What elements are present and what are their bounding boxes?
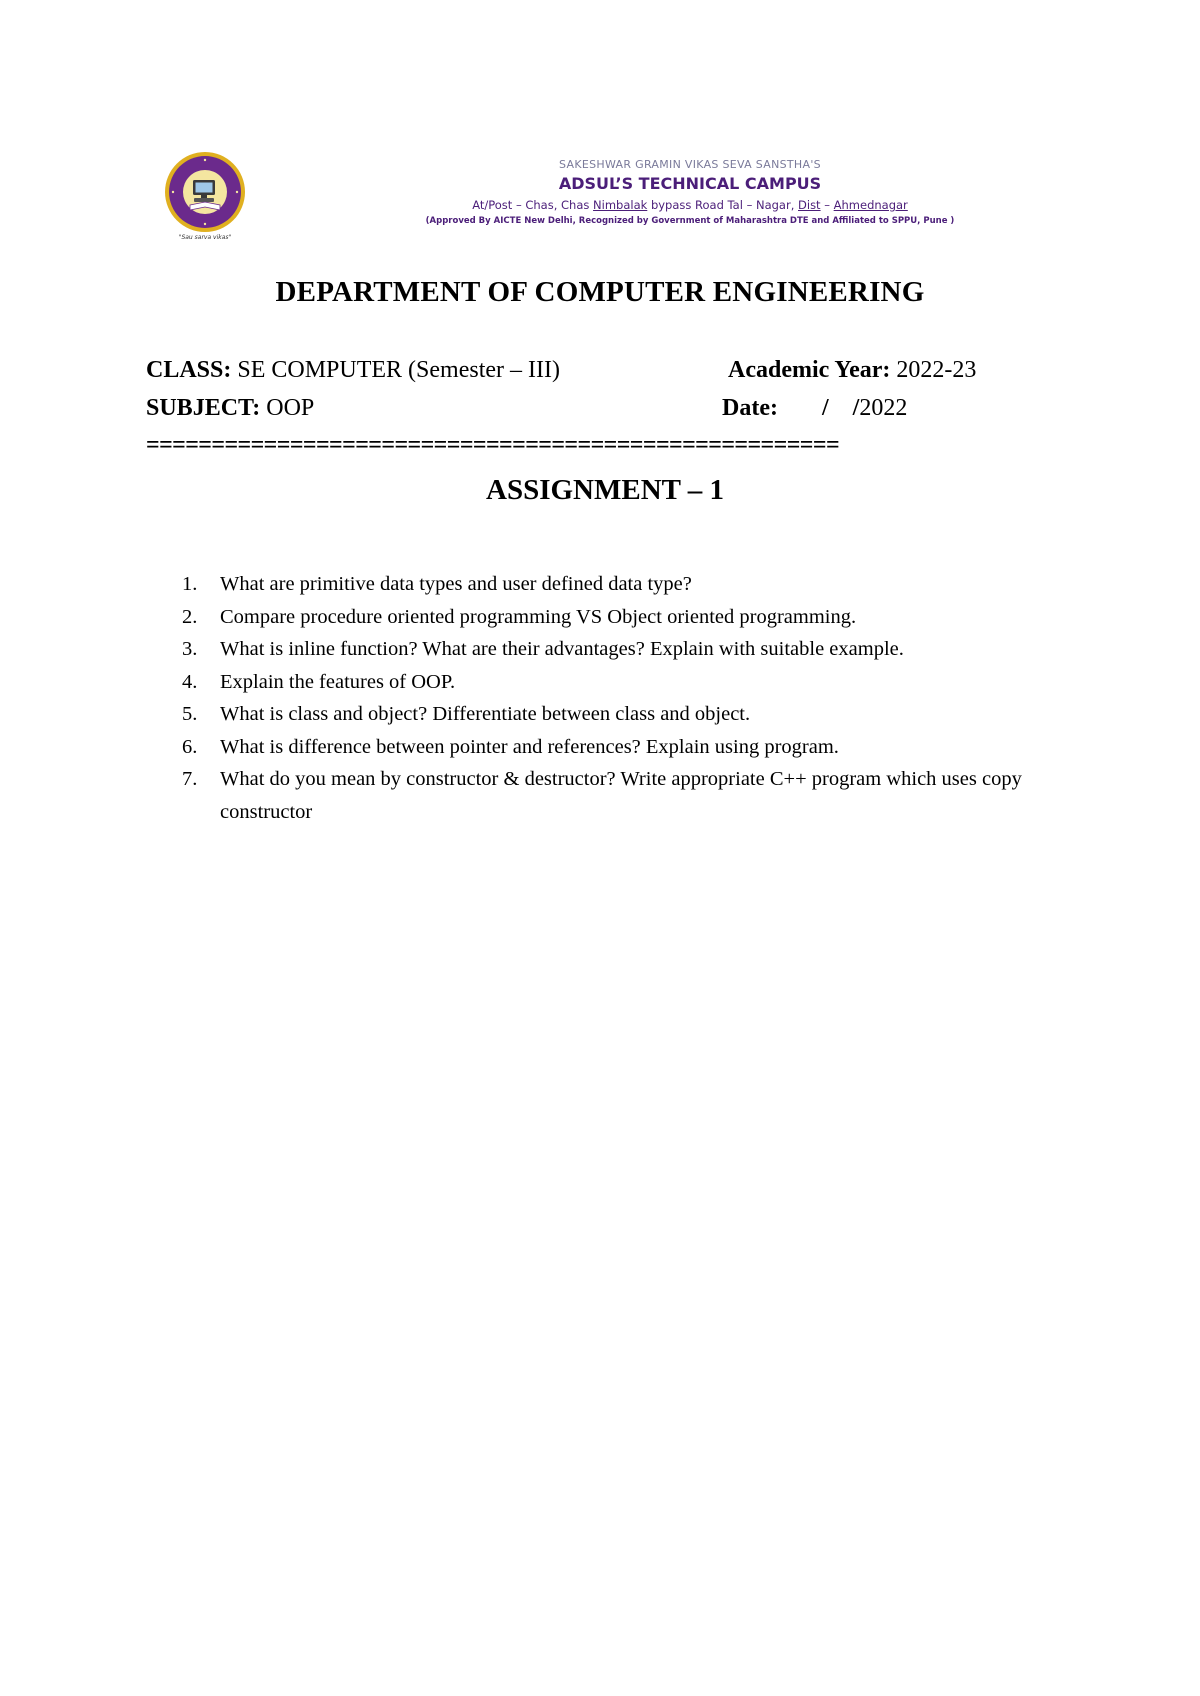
list-item (182, 666, 1062, 699)
question-text: Explain the features of OOP. (220, 670, 456, 693)
assignment-title: ASSIGNMENT – 1 (486, 474, 724, 506)
list-item (182, 568, 1062, 601)
question-number: 2. (182, 605, 198, 628)
question-text: What are primitive data types and user defined data type? (220, 573, 692, 595)
date-label: Date: (722, 395, 778, 421)
logo-motto: "Sau sarva vikas" (178, 234, 232, 241)
date-field (722, 393, 907, 423)
question-number: 4. (182, 670, 198, 693)
list-item (182, 601, 1062, 634)
question-number: 3. (182, 638, 198, 660)
question-text: What is inline function? What are their advantages? Explain with suitable example. (220, 638, 904, 660)
subject-field (146, 393, 314, 423)
academic-year-value: 2022-23 (890, 357, 977, 383)
campus-name: ADSUL’S TECHNICAL CAMPUS (558, 174, 822, 193)
question-text: What is class and object? Differentiate between class and object. (220, 703, 751, 725)
class-field (146, 355, 560, 385)
question-text: What is difference between pointer and references? Explain using program. (220, 735, 839, 758)
institute-logo (160, 150, 250, 246)
question-number: 7. (182, 768, 198, 790)
academic-year-label: Academic Year: (728, 357, 891, 383)
institute-seal-icon (160, 150, 250, 234)
question-number: 1. (182, 573, 198, 595)
address-part: At/Post – Chas, Chas (472, 198, 594, 212)
address-part: – (820, 198, 834, 212)
list-item (182, 763, 1062, 828)
date-year: 2022 (859, 395, 908, 421)
list-item (182, 698, 1062, 731)
list-item (182, 731, 1062, 764)
address-part: Ahmednagar (833, 198, 908, 212)
question-text: What do you mean by constructor & destructor? Write appropriate C++ program which uses copy constructor (220, 768, 1022, 823)
subject-value: OOP (260, 395, 315, 421)
academic-year-field (728, 355, 976, 385)
address-part: Nimbalak (593, 198, 648, 212)
separator-line: ===================================================== (146, 432, 840, 458)
class-label: CLASS: (146, 357, 232, 383)
date-slash: / (821, 395, 829, 421)
approval-note: (Approved By AICTE New Delhi, Recognized by Government of Maharashtra DTE and Affiliated to SPPU, Pune ) (425, 216, 955, 226)
subject-label: SUBJECT: (146, 395, 261, 421)
address-part: bypass Road Tal – Nagar, (647, 198, 799, 212)
department-heading: DEPARTMENT OF COMPUTER ENGINEERING (275, 276, 925, 308)
question-text: Compare procedure oriented programming VS Object oriented programming. (220, 605, 857, 628)
address-part: Dist (798, 198, 821, 212)
question-list (182, 568, 1062, 828)
class-value: SE COMPUTER (Semester – III) (231, 357, 560, 383)
list-item (182, 633, 1062, 666)
society-name: SAKESHWAR GRAMIN VIKAS SEVA SANSTHA'S (559, 158, 821, 171)
date-slash: / (852, 395, 860, 421)
question-number: 5. (182, 703, 198, 725)
letterhead (420, 158, 960, 227)
campus-address (420, 197, 960, 213)
question-number: 6. (182, 735, 198, 758)
